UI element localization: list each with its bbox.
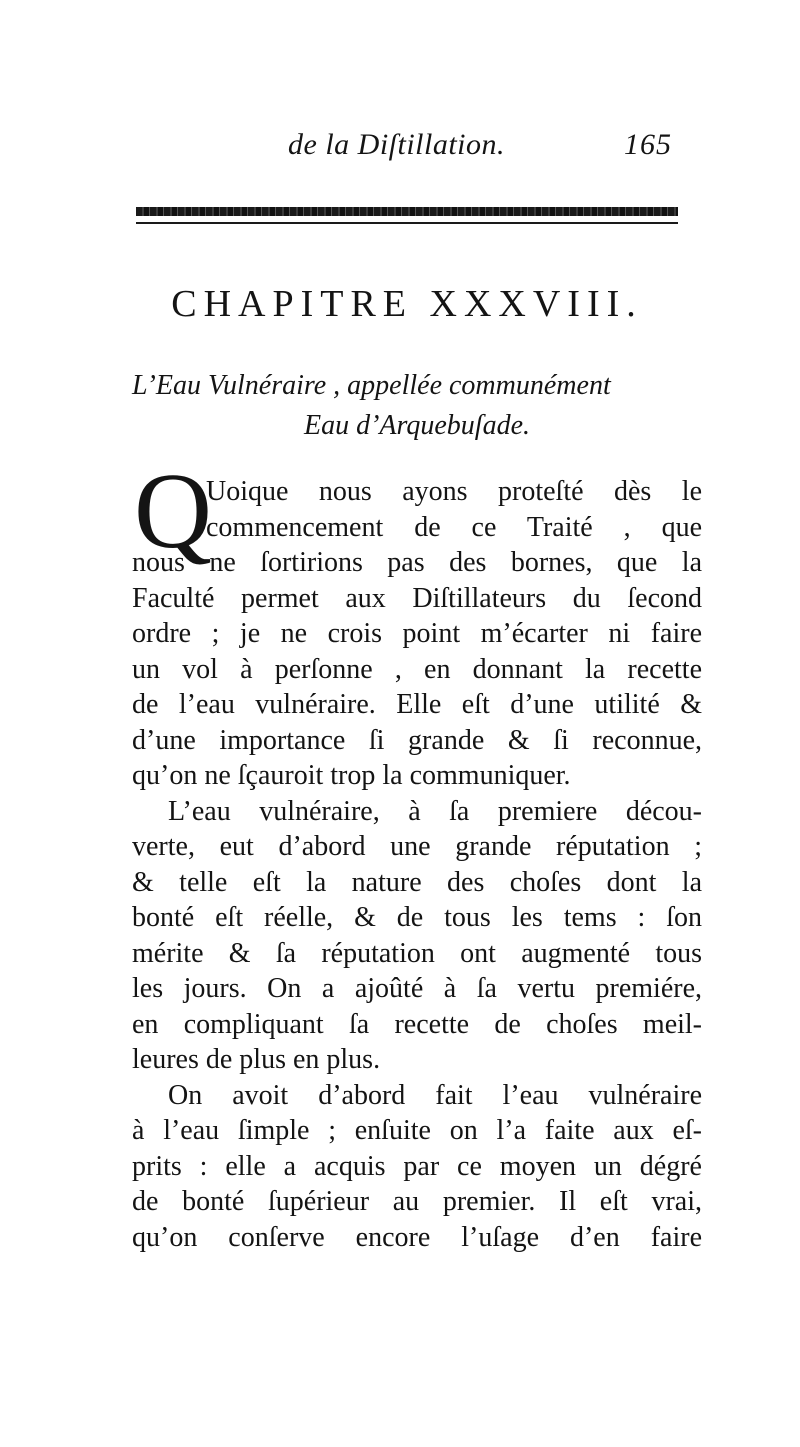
text-line: Uoique nous ayons proteſté dès le	[206, 476, 702, 507]
running-head	[0, 124, 800, 174]
running-title: de la Diſtillation.	[288, 128, 505, 161]
body-text	[132, 474, 702, 1255]
drop-cap: Q	[134, 452, 212, 571]
ornamental-rule	[136, 207, 678, 229]
text-line: L’eau vulnéraire, à ſa premiere décou-	[168, 795, 702, 827]
text-line: qu’on ne ſçauroit trop la communiquer.	[132, 760, 571, 791]
ornament-band	[136, 207, 678, 216]
text-line: un vol à perſonne , en donnant la recette	[132, 653, 702, 685]
text-line: de bonté ſupérieur au premier. Il eſt vrai,	[132, 1186, 702, 1217]
text-line: On avoit d’abord fait l’eau vulnéraire	[168, 1079, 702, 1111]
text-line: d’une importance ſi grande & ſi reconnue,	[132, 724, 702, 756]
text-line: les jours. On a ajoûté à ſa vertu premiére,	[132, 973, 702, 1004]
text-line: à l’eau ſimple ; enſuite on l’a faite aux eſ-	[132, 1115, 702, 1146]
text-line: leures de plus en plus.	[132, 1044, 381, 1075]
subtitle-line: L’Eau Vulnéraire , appellée communément	[132, 370, 611, 401]
text-line: verte, eut d’abord une grande réputation ;	[132, 831, 702, 862]
text-line: qu’on conſerve encore l’uſage d’en faire	[132, 1221, 702, 1253]
text-line: nous ne ſortirions pas des bornes, que la	[132, 547, 702, 578]
text-line: prits : elle a acquis par ce moyen un dégré	[132, 1150, 702, 1182]
text-line: ordre ; je ne crois point m’écarter ni faire	[132, 618, 702, 649]
chapter-title: CHAPITRE XXXVIII.	[171, 283, 643, 325]
text-line: bonté eſt réelle, & de tous les tems : ſon	[132, 902, 702, 933]
page-number: 165	[624, 128, 672, 161]
thin-rule	[136, 222, 678, 224]
subtitle-line: Eau d’Arquebuſade.	[303, 410, 531, 441]
text-line: Faculté permet aux Diſtillateurs du ſecond	[132, 582, 702, 614]
chapter-subtitle	[132, 366, 702, 446]
text-line: de l’eau vulnéraire. Elle eſt d’une utilité &	[132, 689, 702, 720]
text-line: en compliquant ſa recette de choſes meil-	[132, 1008, 702, 1040]
text-line: & telle eſt la nature des choſes dont la	[132, 866, 702, 898]
text-line: mérite & ſa réputation ont augmenté tous	[132, 937, 702, 969]
text-line: commencement de ce Traité , que	[206, 511, 702, 543]
